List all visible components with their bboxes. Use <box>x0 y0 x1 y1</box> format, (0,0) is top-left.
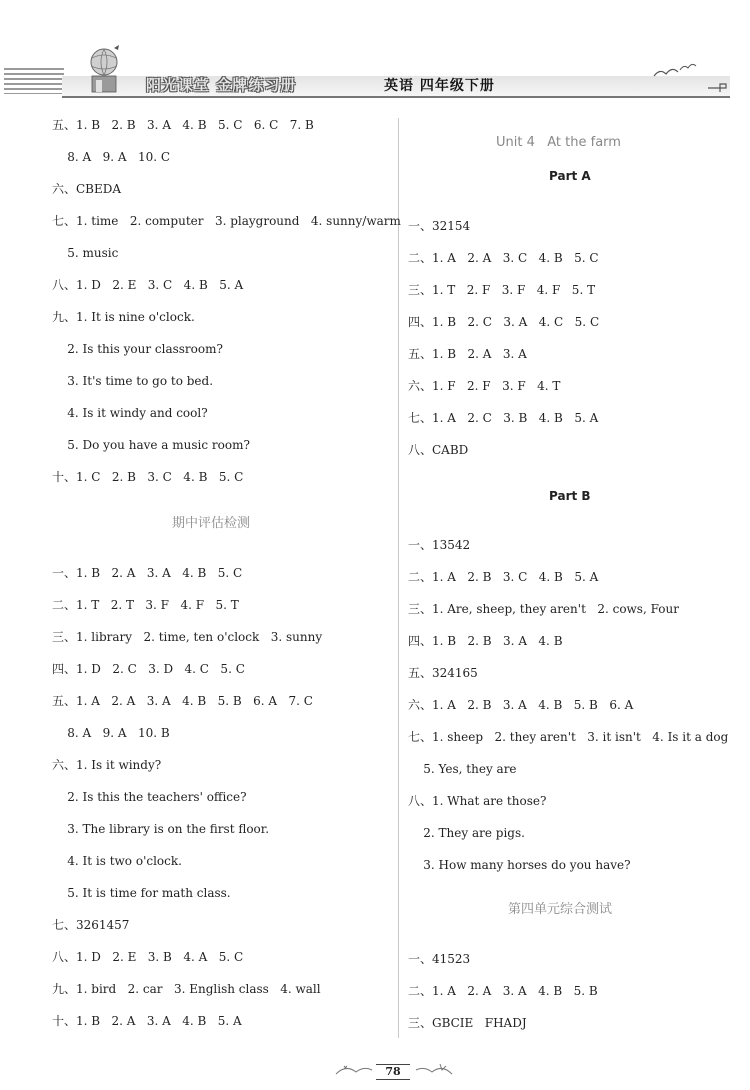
answer-line: 三、1. Are, sheep, they aren't 2. cows, Four <box>408 602 679 616</box>
answer-line: 4. It is two o'clock. <box>52 854 182 868</box>
answer-line: 三、GBCIE FHADJ <box>408 1016 527 1030</box>
page-footer <box>0 1050 750 1080</box>
part-heading-b: Part B <box>549 489 591 503</box>
answer-line: 二、1. A 2. A 3. C 4. B 5. C <box>408 251 599 265</box>
answer-line: 八、CABD <box>408 443 469 457</box>
answer-line: 五、1. B 2. A 3. A <box>408 347 527 361</box>
page-header <box>0 40 750 102</box>
answer-line: 2. They are pigs. <box>408 826 525 840</box>
answer-line: 2. Is this your classroom? <box>52 342 223 356</box>
answer-line: 八、1. D 2. E 3. C 4. B 5. A <box>52 278 244 292</box>
answer-line: 五、1. A 2. A 3. A 4. B 5. B 6. A 7. C <box>52 694 313 708</box>
book-title: 阳光课堂 金牌练习册 <box>146 76 297 94</box>
answer-line: 四、1. B 2. B 3. A 4. B <box>408 634 563 648</box>
answer-line: 四、1. D 2. C 3. D 4. C 5. C <box>52 662 245 676</box>
answer-line: 3. It's time to go to bed. <box>52 374 214 388</box>
answer-line: 4. Is it windy and cool? <box>52 406 208 420</box>
answer-line: 5. music <box>52 246 119 260</box>
answer-line: 六、1. A 2. B 3. A 4. B 5. B 6. A <box>408 698 634 712</box>
answer-line: 五、1. B 2. B 3. A 4. B 5. C 6. C 7. B <box>52 118 314 132</box>
answer-line: 二、1. T 2. T 3. F 4. F 5. T <box>52 598 239 612</box>
answer-line: 四、1. B 2. C 3. A 4. C 5. C <box>408 315 600 329</box>
subject-grade: 英语 四年级下册 <box>384 78 495 94</box>
answer-line: 一、41523 <box>408 952 471 966</box>
answer-line: 一、13542 <box>408 538 471 552</box>
section-heading-unit4: Unit 4 At the farm <box>496 135 621 150</box>
answer-line: 8. A 9. A 10. B <box>52 726 170 740</box>
corner-ornament-icon <box>708 82 730 94</box>
answer-line: 5. Yes, they are <box>408 762 517 776</box>
part-heading-a: Part A <box>549 169 591 183</box>
answer-line: 十、1. B 2. A 3. A 4. B 5. A <box>52 1014 242 1028</box>
answer-line: 七、1. time 2. computer 3. playground 4. sunny/warm <box>52 214 401 228</box>
answer-line: 一、32154 <box>408 219 471 233</box>
page-number: 78 <box>376 1064 410 1080</box>
answer-line: 六、1. Is it windy? <box>52 758 162 772</box>
answer-line: 七、1. A 2. C 3. B 4. B 5. A <box>408 411 599 425</box>
answer-line: 三、1. library 2. time, ten o'clock 3. sunny <box>52 630 323 644</box>
section-heading-midterm: 期中评估检测 <box>172 516 251 531</box>
answer-line: 六、CBEDA <box>52 182 122 196</box>
column-divider <box>398 118 399 1038</box>
answer-line: 七、3261457 <box>52 918 130 932</box>
answer-line: 十、1. C 2. B 3. C 4. B 5. C <box>52 470 244 484</box>
birds-decoration-icon <box>652 60 700 82</box>
answer-line: 5. It is time for math class. <box>52 886 231 900</box>
footer-ornament-right-icon <box>414 1062 454 1078</box>
answer-line: 一、1. B 2. A 3. A 4. B 5. C <box>52 566 243 580</box>
answer-line: 8. A 9. A 10. C <box>52 150 171 164</box>
answer-line: 二、1. A 2. A 3. A 4. B 5. B <box>408 984 598 998</box>
answer-line: 2. Is this the teachers' office? <box>52 790 247 804</box>
answer-line: 5. Do you have a music room? <box>52 438 250 452</box>
header-stripes <box>4 68 64 94</box>
answer-line: 三、1. T 2. F 3. F 4. F 5. T <box>408 283 596 297</box>
answer-line: 七、1. sheep 2. they aren't 3. it isn't 4. Is it a dog <box>408 730 729 744</box>
answer-line: 3. The library is on the first floor. <box>52 822 270 836</box>
answer-line: 二、1. A 2. B 3. C 4. B 5. A <box>408 570 599 584</box>
answer-line: 九、1. bird 2. car 3. English class 4. wall <box>52 982 321 996</box>
footer-ornament-left-icon <box>334 1062 374 1078</box>
answer-line: 五、324165 <box>408 666 478 680</box>
answer-line: 八、1. What are those? <box>408 794 547 808</box>
section-heading-unit4-test: 第四单元综合测试 <box>508 902 613 917</box>
answer-line: 九、1. It is nine o'clock. <box>52 310 195 324</box>
answer-line: 3. How many horses do you have? <box>408 858 631 872</box>
answer-line: 八、1. D 2. E 3. B 4. A 5. C <box>52 950 244 964</box>
answer-line: 六、1. F 2. F 3. F 4. T <box>408 379 561 393</box>
globe-logo-icon <box>84 44 124 94</box>
